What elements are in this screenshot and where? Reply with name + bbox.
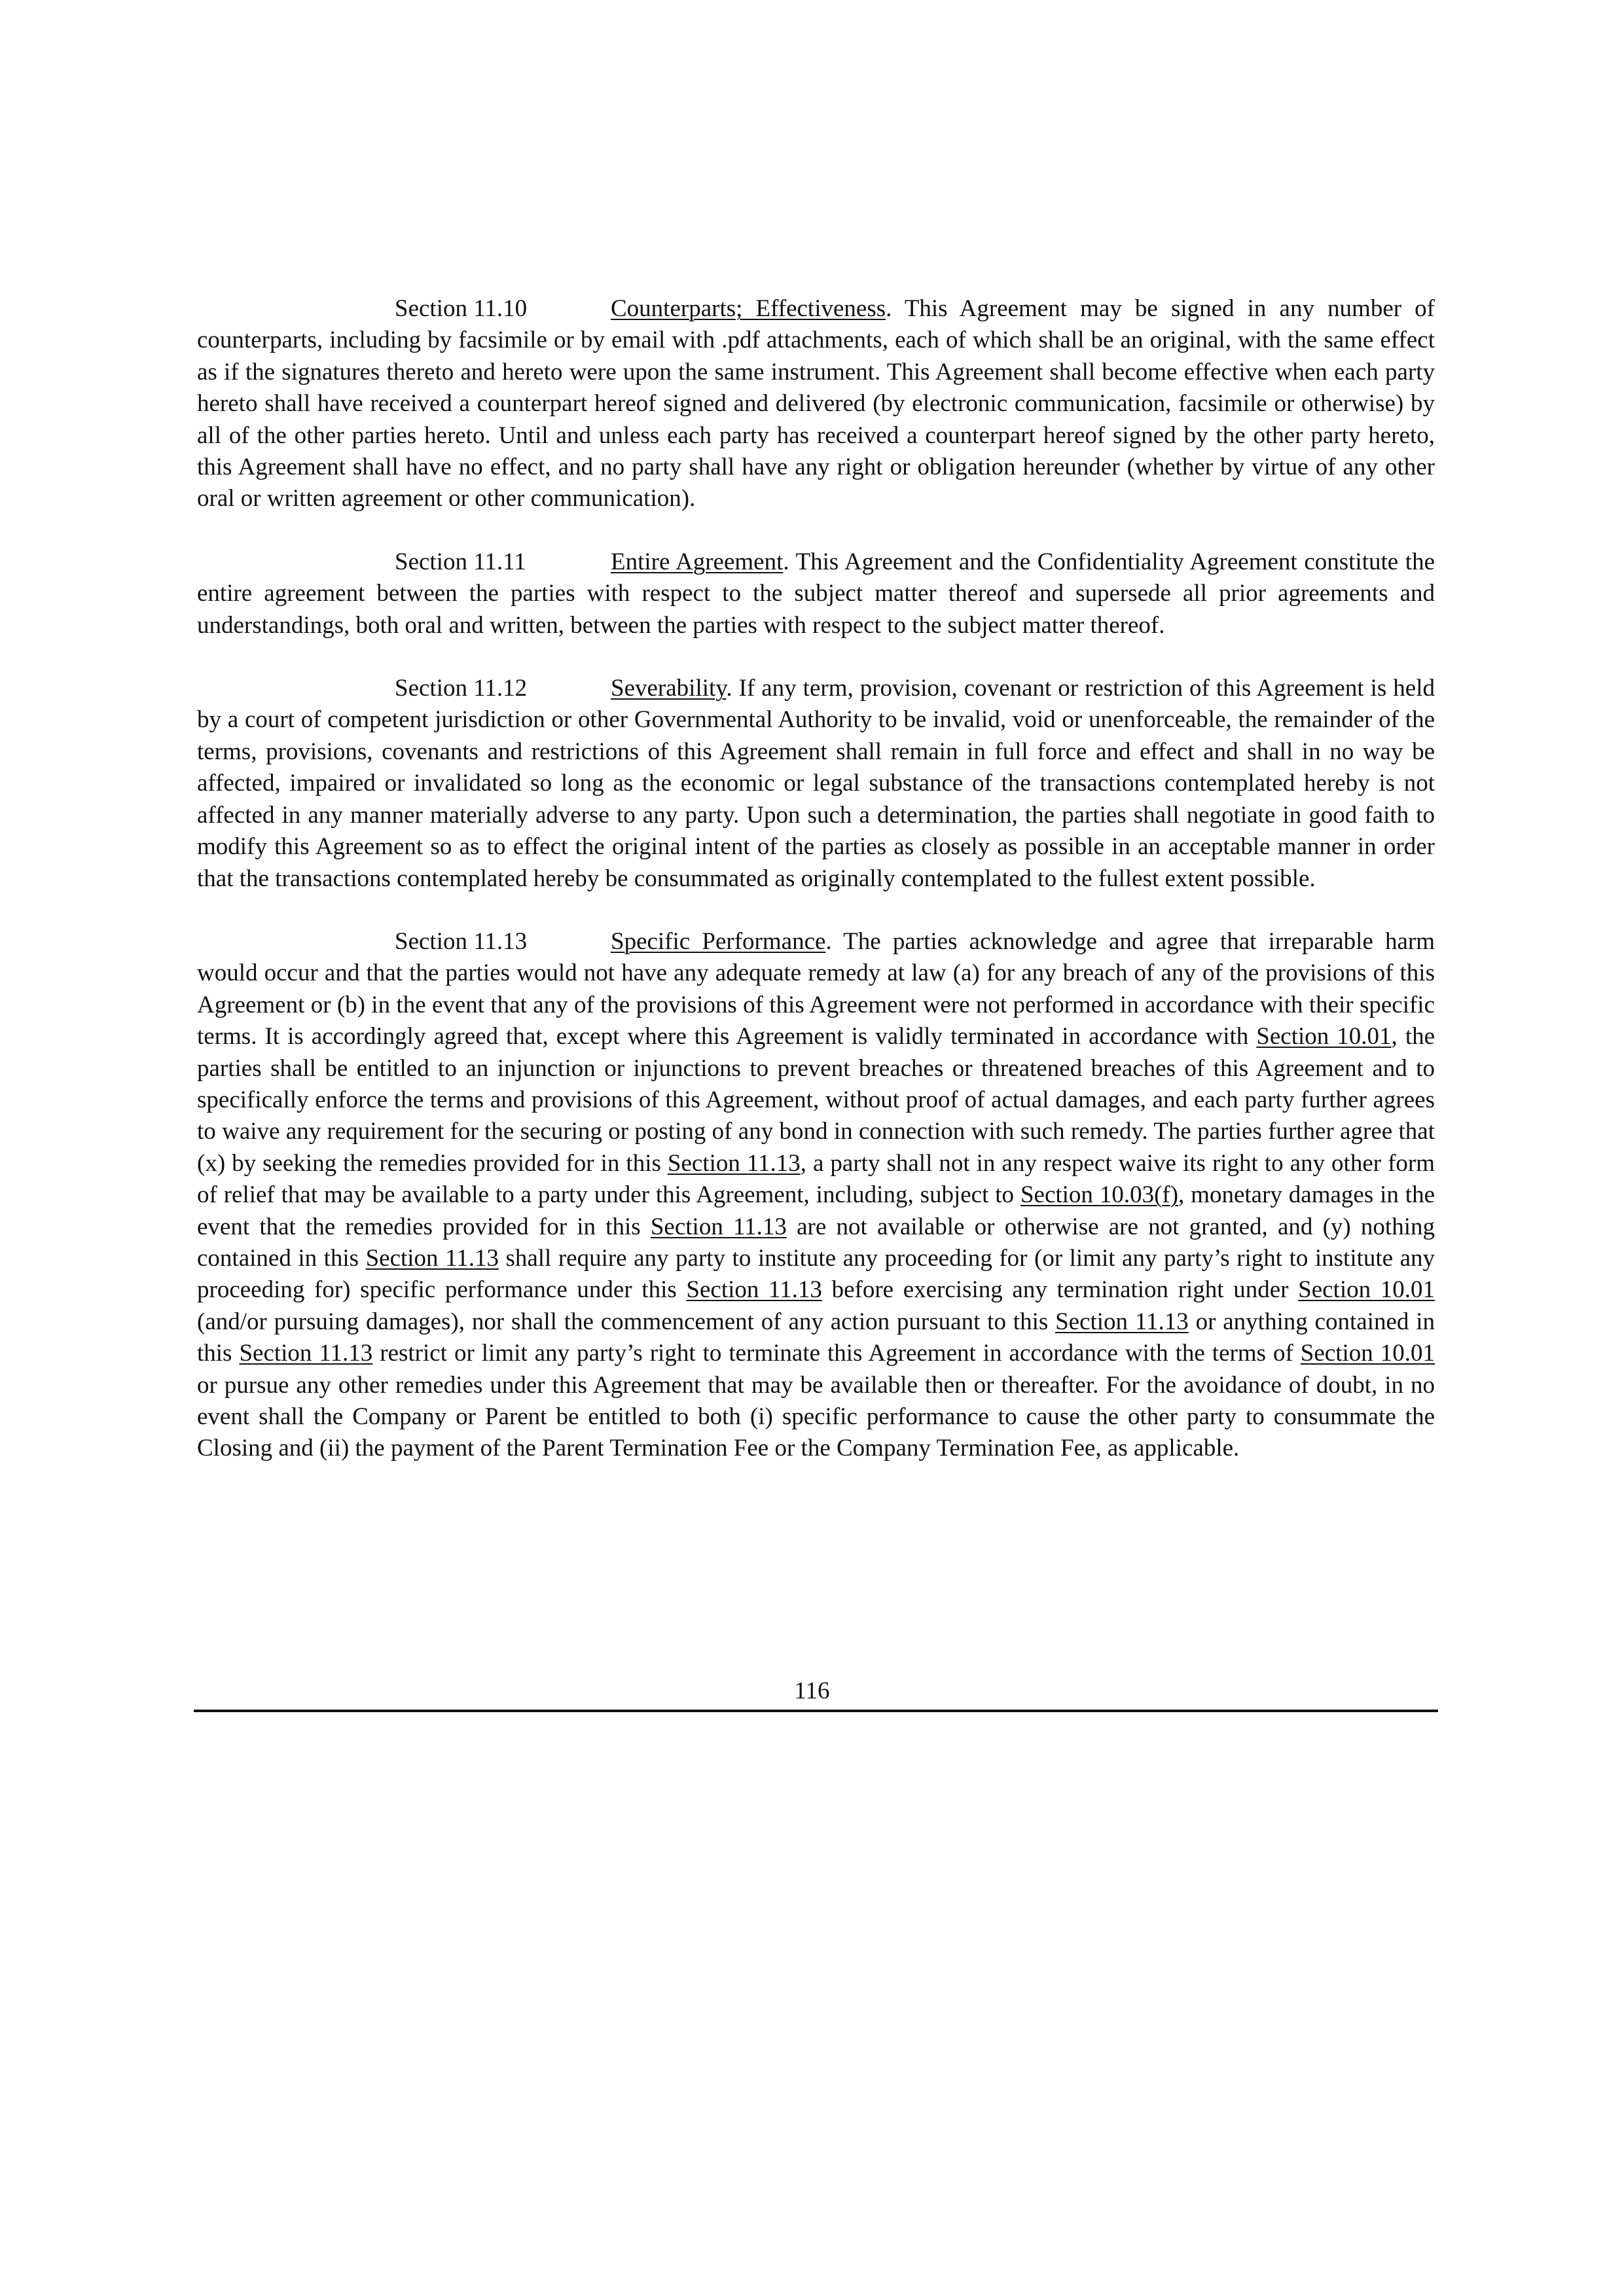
section-text: . If any term, provision, covenant or restriction of this Agreement is held by a court of competent jurisdiction or other Governmental Authority to be invalid, void or unenforceable, the remainder of the terms, provisions, covenants and restrictions of this Agreement shall remain in full force and effect and shall in no way be affected, impaired or invalidated so long as the economic or legal substance of the transactions contemplated hereby is not affected in any manner materially adverse to any party. Upon such a determination, the parties shall negotiate in good faith to modify this Agreement so as to effect the original intent of the parties as closely as possible in an acceptable manner in order that the transactions contemplated hereby be consummated as originally contemplated to the fullest extent possible. — [197, 675, 1435, 892]
section-11-13 — [197, 926, 1435, 1465]
section-text: , monetary damages in the event that the remedies provided for in this — [197, 1181, 1435, 1240]
section-heading: Counterparts; Effectiveness — [611, 295, 886, 322]
footer-rule — [194, 1710, 1438, 1712]
section-text: or anything contained in this — [197, 1308, 1435, 1367]
section-heading: Severability — [611, 675, 727, 702]
section-heading: Specific Performance — [611, 927, 826, 955]
section-number: Section 11.10 — [395, 295, 528, 322]
section-number: Section 11.12 — [395, 675, 528, 702]
cross-reference: Section 11.13 — [1055, 1308, 1189, 1335]
page-number: 116 — [794, 1677, 830, 1704]
section-heading: Entire Agreement — [611, 548, 784, 575]
section-text: . This Agreement and the Confidentiality Agreement constitute the entire agreement between the parties with respect to the subject matter thereof and supersede all prior agreements and understandings, both oral and written, between the parties with respect to the subject matter thereof. — [197, 548, 1435, 639]
cross-reference: Section 11.13 — [650, 1213, 787, 1240]
document-body — [197, 293, 1435, 1496]
section-text: (and/or pursuing damages), nor shall the commencement of any action pursuant to this — [197, 1308, 1056, 1335]
cross-reference: Section 11.13 — [365, 1244, 499, 1272]
section-text: before exercising any termination right under — [821, 1276, 1299, 1304]
cross-reference: Section 11.13 — [686, 1276, 822, 1304]
section-text: . The parties acknowledge and agree that irreparable harm would occur and that the parties would not have any adequate remedy at law (a) for any breach of any of the provisions of this Agreement or (b) in the event that any of the provisions of this Agreement were not performed in accordance with their specific terms. It is accordingly agreed that, except where this Agreement is validly terminated in accordance with — [197, 927, 1435, 1050]
cross-reference: Section 10.01 — [1298, 1276, 1435, 1304]
section-text: . This Agreement may be signed in any number of counterparts, including by facsimile or by email with .pdf attachments, each of which shall be an original, with the same effect as if the signatures thereto and hereto were upon the same instrument. This Agreement shall become effective when each party hereto shall have received a counterpart hereof signed and delivered (by electronic communication, facsimile or otherwise) by all of the other parties hereto. Until and unless each party has received a counterpart hereof signed by the other party hereto, this Agreement shall have no effect, and no party shall have any right or obligation hereunder (whether by virtue of any other oral or written agreement or other communication). — [197, 295, 1435, 512]
section-number: Section 11.13 — [395, 927, 528, 955]
section-text: or pursue any other remedies under this Agreement that may be available then or thereafter. For the avoidance of doubt, in no event shall the Company or Parent be entitled to both (i) specific performance to cause the other party to consummate the Closing and (ii) the payment of the Parent Termination Fee or the Company Termination Fee, as applicable. — [197, 1371, 1435, 1462]
section-11-10 — [197, 293, 1435, 515]
cross-reference: Section 10.01 — [1300, 1340, 1435, 1367]
section-text: , a party shall not in any respect waive its right to any other form of relief that may be available to a party under this Agreement, including, subject to — [197, 1149, 1435, 1209]
cross-reference: Section 11.13 — [667, 1149, 801, 1177]
cross-reference: Section 10.01 — [1256, 1023, 1392, 1050]
section-text: are not available or otherwise are not granted, and (y) nothing contained in this — [197, 1213, 1435, 1272]
cross-reference: Section 11.13 — [239, 1340, 373, 1367]
section-11-11 — [197, 547, 1435, 641]
section-number: Section 11.11 — [395, 548, 526, 575]
section-text: shall require any party to institute any proceeding for (or limit any party’s right to institute any proceeding for) specific performance under this — [197, 1244, 1435, 1304]
section-11-12 — [197, 673, 1435, 895]
section-text: restrict or limit any party’s right to terminate this Agreement in accordance with the terms of — [372, 1340, 1301, 1367]
section-text: , the parties shall be entitled to an injunction or injunctions to prevent breaches or threatened breaches of this Agreement and to specifically enforce the terms and provisions of this Agreement, without proof of actual damages, and each party further agrees to waive any requirement for the securing or posting of any bond in connection with such remedy. The parties further agree that (x) by seeking the remedies provided for in this — [197, 1023, 1435, 1177]
cross-reference: Section 10.03(f) — [1020, 1181, 1179, 1209]
